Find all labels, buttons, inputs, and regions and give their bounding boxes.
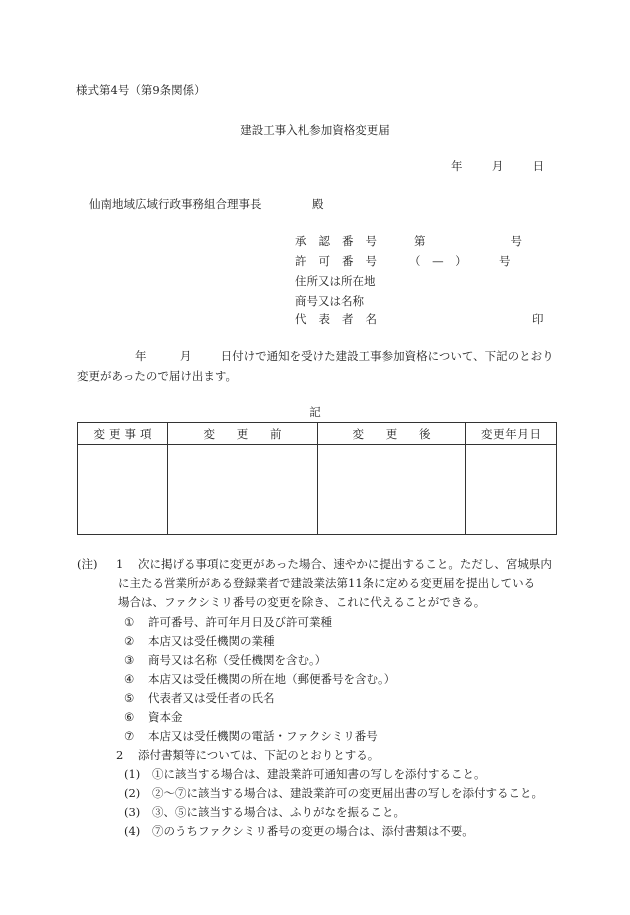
representative-row [295, 314, 544, 326]
label-char: 年 [505, 426, 517, 441]
label-char: 更 [236, 426, 249, 441]
date-month-label: 月 [491, 159, 504, 173]
cell-after[interactable] [318, 445, 466, 535]
form-number-label: 様式第4号（第9条関係） [76, 83, 206, 97]
label-char: 表 [318, 312, 330, 326]
license-number-value: （ — ） [409, 254, 471, 268]
label-char: 変 [93, 426, 105, 441]
cell-before[interactable] [168, 445, 318, 535]
note-2-sub-mark: (3) [124, 805, 141, 819]
header-change-date [466, 423, 557, 445]
addressee-honorific: 殿 [312, 197, 324, 211]
note-1-line-1: 次に掲げる事項に変更があった場合、速やかに提出すること。ただし、宮城県内 [138, 557, 552, 571]
label-char: 日 [529, 426, 541, 441]
note-2-number: 2 [116, 748, 124, 762]
label-char: 変 [203, 426, 215, 441]
label-char: 月 [517, 426, 529, 441]
note-2-sub-mark: (2) [124, 786, 141, 800]
cell-change-item[interactable] [78, 445, 168, 535]
note-1-sub-mark: ⑦ [124, 729, 135, 743]
label-char: 前 [270, 426, 282, 441]
note-1-sub-mark: ⑤ [124, 691, 135, 705]
label-char: 変 [352, 426, 364, 441]
label-char: 認 [318, 234, 330, 248]
document-title: 建設工事入札参加資格変更届 [240, 123, 390, 137]
note-1-sub-text: 本店又は受任機関の業種 [148, 634, 275, 648]
label-char: 番 [342, 234, 354, 248]
header-before [168, 423, 318, 445]
date-year-label: 年 [451, 159, 463, 173]
label-char: 更 [493, 426, 505, 441]
label-char: 可 [318, 254, 330, 268]
label-char: 事 [124, 426, 136, 441]
note-2-sub-text: ⑦のうちファクシミリ番号の変更の場合は、添付書類は不要。 [152, 824, 474, 838]
cell-change-date[interactable] [466, 445, 557, 535]
license-number-suffix: 号 [499, 254, 511, 268]
note-1-sub-text: 許可番号、許可年月日及び許可業種 [148, 615, 332, 629]
note-2-text: 添付書類等については、下記のとおりとする。 [138, 748, 380, 762]
note-1-line-3: 場合は、ファクシミリ番号の変更を除き、これに代えることができる。 [118, 595, 486, 609]
approval-number-label [295, 236, 377, 248]
label-char: 名 [365, 312, 377, 326]
label-char: 後 [419, 426, 431, 441]
approval-number-suffix: 号 [510, 234, 522, 248]
table-row [78, 445, 557, 535]
label-char: 許 [295, 254, 307, 268]
date-day-label: 日 [532, 159, 545, 173]
note-1-number: 1 [116, 557, 124, 571]
approval-number-prefix: 第 [414, 234, 426, 248]
addressee: 仙南地域広域行政事務組合理事長 [89, 197, 262, 211]
note-1-sub-mark: ③ [124, 653, 135, 667]
body-year-label: 年 [135, 349, 147, 363]
note-1-sub-text: 本店又は受任機関の電話・ファクシミリ番号 [148, 729, 378, 743]
label-char: 更 [385, 426, 398, 441]
note-1-sub-mark: ⑥ [124, 710, 135, 724]
note-2-sub-mark: (1) [124, 767, 141, 781]
seal-mark: 印 [532, 312, 544, 326]
note-1-sub-text: 代表者又は受任者の氏名 [148, 691, 275, 705]
change-table [77, 422, 557, 535]
representative-label [295, 314, 377, 326]
notes-prefix: (注) [77, 557, 98, 571]
body-month-label: 月 [179, 349, 192, 363]
submission-date [451, 161, 544, 173]
label-char: 号 [365, 254, 377, 268]
note-2-sub-text: ③、⑤に該当する場合は、ふりがなを振ること。 [152, 805, 405, 819]
approval-number-row [295, 236, 522, 248]
trade-name-label: 商号又は名称 [295, 294, 364, 308]
body-text-rest: 日付けで通知を受けた建設工事参加資格について、下記のとおり [220, 349, 554, 363]
note-1-sub-text: 商号又は名称（受任機関を含む。） [148, 653, 327, 667]
note-2-sub-text: ②〜⑦に該当する場合は、建設業許可の変更届出書の写しを添付すること。 [152, 786, 543, 800]
note-1-sub-mark: ① [124, 615, 135, 629]
note-1-sub-mark: ② [124, 634, 135, 648]
label-char: 者 [342, 312, 354, 326]
header-change-item [78, 423, 168, 445]
note-2-sub-mark: (4) [124, 824, 141, 838]
body-text-line-1 [135, 351, 554, 363]
address-label: 住所又は所在地 [295, 274, 376, 288]
body-text-line-2: 変更があったので届け出ます。 [77, 369, 237, 383]
label-char: 更 [109, 426, 121, 441]
label-char: 代 [295, 312, 307, 326]
label-char: 承 [295, 234, 307, 248]
note-2-sub-text: ①に該当する場合は、建設業許可通知書の写しを添付すること。 [152, 767, 486, 781]
note-1-sub-mark: ④ [124, 672, 135, 686]
label-char: 項 [140, 426, 152, 441]
ki-heading: 記 [309, 405, 321, 419]
license-number-label [295, 256, 377, 268]
label-char: 番 [342, 254, 354, 268]
note-1-sub-text: 資本金 [148, 710, 183, 724]
note-1-sub-text: 本店又は受任機関の所在地（郵便番号を含む。） [148, 672, 396, 686]
table-header-row [78, 423, 557, 445]
label-char: 号 [365, 234, 377, 248]
label-char: 変 [481, 426, 493, 441]
header-after [318, 423, 466, 445]
license-number-row [295, 256, 511, 268]
note-1-line-2: に主たる営業所がある登録業者で建設業法第11条に定める変更届を提出している [118, 576, 536, 590]
